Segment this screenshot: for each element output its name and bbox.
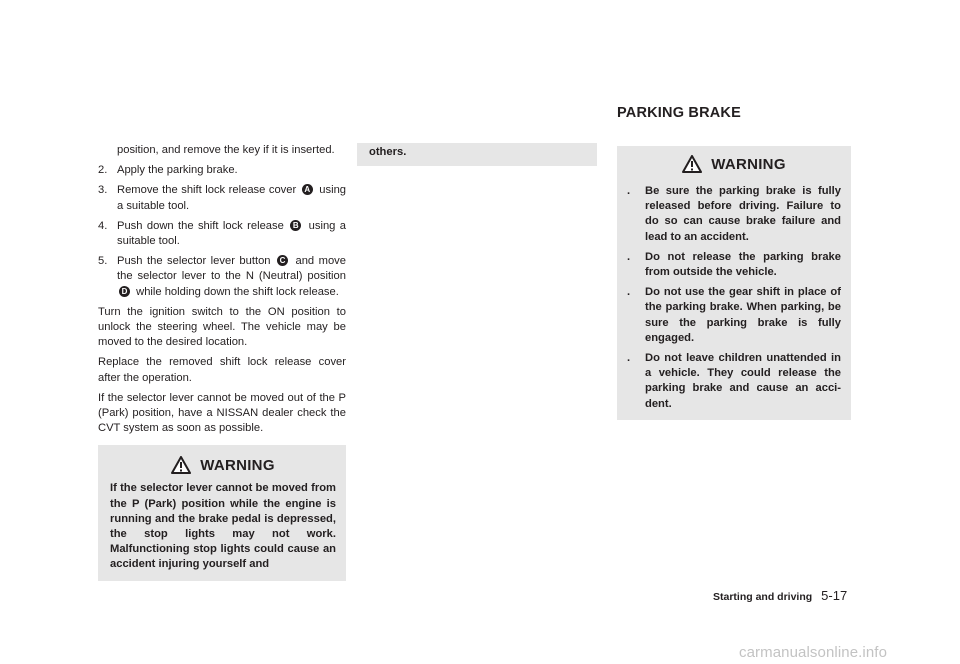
body-paragraph: If the selector lever cannot be moved out of the P (Park) position, have a NISSAN dealer check the CVT system as soon as possible. — [98, 391, 346, 435]
bullet-text: Do not release the parking brake from outside the vehicle. — [645, 250, 841, 279]
step-4 — [98, 219, 346, 249]
bullet-text: Do not leave children unattended in a vehicle. They could release the parking brake and cause an acci-dent. — [645, 352, 841, 410]
warning-header — [627, 152, 841, 176]
page-footer — [713, 588, 847, 603]
warning-box — [98, 445, 346, 580]
callout-d-icon: D — [119, 286, 130, 297]
body-paragraph: Replace the removed shift lock release cover after the operation. — [98, 356, 346, 384]
bullet-marker: . — [627, 352, 631, 365]
warning-text: others. — [369, 146, 407, 158]
step-text-part: using a suitable tool. — [117, 184, 347, 212]
warning-triangle-icon — [171, 456, 191, 474]
section-title: PARKING BRAKE — [617, 105, 741, 121]
step-2 — [98, 163, 346, 178]
step-text: Apply the parking brake. — [117, 164, 238, 177]
step-text-part: while holding down the shift lock release. — [136, 285, 339, 298]
step-text-part: and move the selector lever to the N (Neutral) position — [117, 255, 346, 283]
page-number: 5-17 — [821, 588, 848, 603]
step-number: 4. — [98, 219, 108, 232]
step-text-part: Push down the shift lock release — [117, 219, 284, 232]
chapter-label: Starting and driving — [713, 591, 813, 603]
warning-bullet — [627, 184, 841, 245]
callout-c-icon: C — [277, 255, 288, 266]
warning-text: If the selector lever cannot be moved from the P (Park) position while the engine is running and the brake pedal is depressed, the stop lights may not work. Malfunctioning stop lights could cause an accident injuring yourself and — [110, 482, 336, 571]
bullet-marker: . — [627, 250, 631, 263]
warning-bullet — [627, 351, 841, 412]
bullet-marker: . — [627, 286, 631, 299]
step-text-part: Push the selector lever button — [117, 255, 271, 268]
step-text — [117, 183, 346, 213]
step-number: 2. — [98, 164, 108, 177]
bullet-text: Be sure the parking brake is fully released before driving. Failure to do so can cause brake failure and lead to an accident. — [645, 185, 841, 243]
step-text-part: using a suitable tool. — [117, 219, 346, 248]
warning-title: WARNING — [711, 155, 786, 173]
warning-box — [617, 146, 851, 420]
right-column — [617, 146, 851, 420]
left-column — [98, 143, 346, 581]
warning-box-continued — [357, 143, 597, 166]
middle-column — [357, 143, 597, 166]
warning-header — [110, 453, 336, 477]
step-number: 3. — [98, 184, 108, 197]
step-continuation: position, and remove the key if it is inserted. — [117, 144, 335, 156]
callout-b-icon: B — [290, 220, 301, 231]
step-text — [117, 219, 346, 249]
watermark: carmanualsonline.info — [739, 644, 888, 661]
step-5 — [98, 254, 346, 300]
bullet-text: Do not use the gear shift in place of the parking brake. When parking, be sure the parking brake is fully engaged. — [645, 286, 841, 344]
step-number: 5. — [98, 255, 108, 268]
step-text — [117, 254, 346, 300]
warning-title: WARNING — [200, 456, 275, 474]
warning-bullet — [627, 250, 841, 280]
warning-bullet — [627, 285, 841, 346]
bullet-marker: . — [627, 185, 631, 197]
step-3 — [98, 183, 346, 213]
warning-triangle-icon — [682, 155, 702, 173]
body-paragraph: Turn the ignition switch to the ON position to unlock the steering wheel. The vehicle may be moved to the desired location. — [98, 305, 346, 349]
callout-a-icon: A — [302, 184, 313, 195]
step-text-part: Remove the shift lock release cover — [117, 184, 297, 197]
